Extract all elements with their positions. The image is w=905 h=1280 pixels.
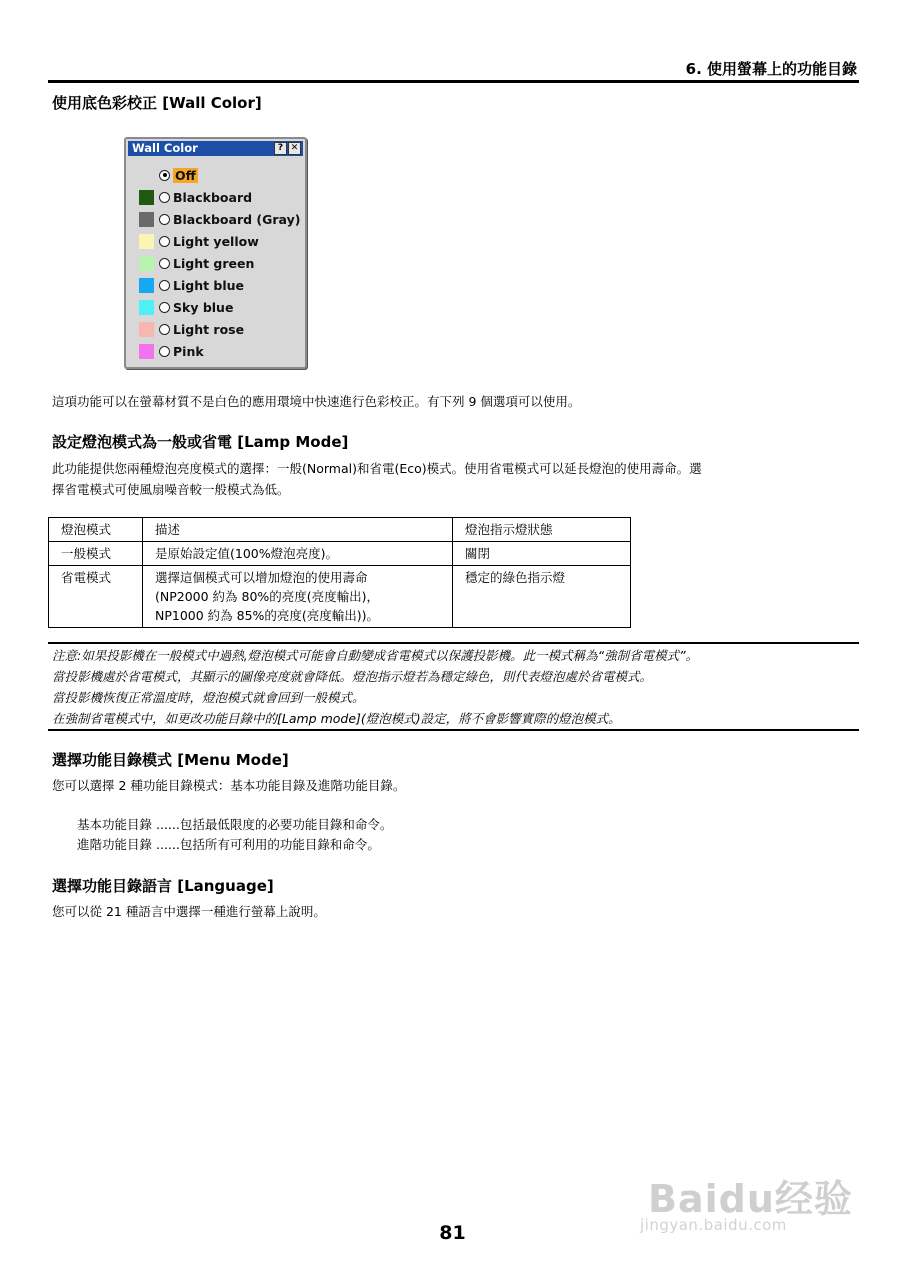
table-header-cell: 燈泡指示燈狀態 [453, 518, 631, 542]
color-swatch [139, 278, 154, 293]
wall-color-option-label: Pink [173, 343, 204, 359]
table-cell: 省電模式 [49, 566, 143, 628]
color-swatch [139, 234, 154, 249]
help-icon[interactable]: ? [274, 142, 287, 155]
wall-color-option[interactable] [139, 252, 304, 274]
note-line-3: 當投影機恢復正常溫度時，燈泡模式就會回到一般模式。 [52, 690, 365, 705]
lamp-mode-description-line-1: 此功能提供您兩種燈泡亮度模式的選擇：一般(Normal)和省電(Eco)模式。使用省電模式可以延長燈泡的使用壽命。選 [52, 461, 702, 476]
wall-color-option-label: Light rose [173, 321, 245, 337]
note-bottom-rule [48, 729, 859, 731]
table-cell: 選擇這個模式可以增加燈泡的使用壽命 (NP2000 約為 80%的亮度(亮度輸出)， NP1000 約為 85%的亮度(亮度輸出))。 [143, 566, 453, 628]
language-heading: 選擇功能目錄語言 [Language] [52, 877, 274, 895]
wall-color-option-label: Blackboard (Gray) [173, 211, 301, 227]
radio-icon[interactable] [159, 258, 170, 269]
wall-color-option-label: Sky blue [173, 299, 234, 315]
page-number: 81 [439, 1222, 466, 1244]
table-header-row [49, 518, 631, 542]
wall-color-option[interactable] [139, 230, 304, 252]
radio-icon[interactable] [159, 280, 170, 291]
header-rule [48, 80, 859, 83]
radio-icon[interactable] [159, 214, 170, 225]
radio-icon[interactable] [159, 236, 170, 247]
note-line-2: 當投影機處於省電模式，其顯示的圖像亮度就會降低。燈泡指示燈若為穩定綠色，則代表燈泡處於省電模式。 [52, 669, 653, 684]
chapter-title: 6. 使用螢幕上的功能目錄 [685, 60, 857, 78]
wall-color-option[interactable] [139, 186, 304, 208]
table-cell: 一般模式 [49, 542, 143, 566]
note-line-1: 注意:如果投影機在一般模式中過熱,燈泡模式可能會自動變成省電模式以保護投影機。此一模式稱為“強制省電模式”。 [52, 648, 699, 663]
menu-mode-item-advanced: 進階功能目錄 ......包括所有可利用的功能目錄和命令。 [77, 837, 380, 852]
wall-color-option-label: Light yellow [173, 233, 259, 249]
color-swatch [139, 190, 154, 205]
table-row [49, 566, 631, 628]
menu-mode-description: 您可以選擇 2 種功能目錄模式：基本功能目錄及進階功能目錄。 [52, 778, 406, 793]
dialog-titlebar [128, 141, 303, 156]
dialog-title: Wall Color [132, 141, 198, 155]
color-swatch [139, 344, 154, 359]
wall-color-option[interactable] [139, 208, 304, 230]
wall-color-option-label: Blackboard [173, 189, 253, 205]
language-description: 您可以從 21 種語言中選擇一種進行螢幕上說明。 [52, 904, 326, 919]
table-cell: 是原始設定值(100%燈泡亮度)。 [143, 542, 453, 566]
radio-selected-icon[interactable] [159, 170, 170, 181]
radio-icon[interactable] [159, 324, 170, 335]
lamp-mode-description-line-2: 擇省電模式可使風扇噪音較一般模式為低。 [52, 482, 290, 497]
note-line-4: 在強制省電模式中，如更改功能目錄中的[Lamp mode](燈泡模式)設定，將不會影響實際的燈泡模式。 [52, 711, 621, 726]
color-swatch [139, 322, 154, 337]
watermark-brand: Baidu经验 [648, 1177, 853, 1221]
wall-color-option-label: Off [175, 167, 196, 183]
table-header-cell: 燈泡模式 [49, 518, 143, 542]
color-swatch [139, 212, 154, 227]
table-header-cell: 描述 [143, 518, 453, 542]
wall-color-option-label: Light blue [173, 277, 245, 293]
color-swatch [139, 168, 154, 183]
wall-color-options [139, 164, 304, 362]
table-cell: 關閉 [453, 542, 631, 566]
menu-mode-heading: 選擇功能目錄模式 [Menu Mode] [52, 751, 289, 769]
wall-color-option-label: Light green [173, 255, 255, 271]
wall-color-option[interactable] [139, 340, 304, 362]
close-icon[interactable]: ✕ [288, 142, 301, 155]
color-swatch [139, 300, 154, 315]
wall-color-option[interactable] [139, 318, 304, 340]
watermark-url: jingyan.baidu.com [640, 1216, 787, 1234]
menu-mode-item-basic: 基本功能目錄 ......包括最低限度的必要功能目錄和命令。 [77, 817, 393, 832]
radio-icon[interactable] [159, 346, 170, 357]
note-top-rule [48, 642, 859, 644]
wall-color-option[interactable] [139, 296, 304, 318]
lamp-mode-heading: 設定燈泡模式為一般或省電 [Lamp Mode] [52, 433, 349, 451]
wall-color-option[interactable] [139, 164, 304, 186]
radio-icon[interactable] [159, 302, 170, 313]
wall-color-option[interactable] [139, 274, 304, 296]
table-cell: 穩定的綠色指示燈 [453, 566, 631, 628]
wall-color-description: 這項功能可以在螢幕材質不是白色的應用環境中快速進行色彩校正。有下列 9 個選項可以使用。 [52, 394, 581, 409]
table-row [49, 542, 631, 566]
radio-icon[interactable] [159, 192, 170, 203]
lamp-mode-table [48, 517, 631, 628]
wall-color-heading: 使用底色彩校正 [Wall Color] [52, 94, 262, 112]
color-swatch [139, 256, 154, 271]
wall-color-dialog [124, 137, 307, 369]
